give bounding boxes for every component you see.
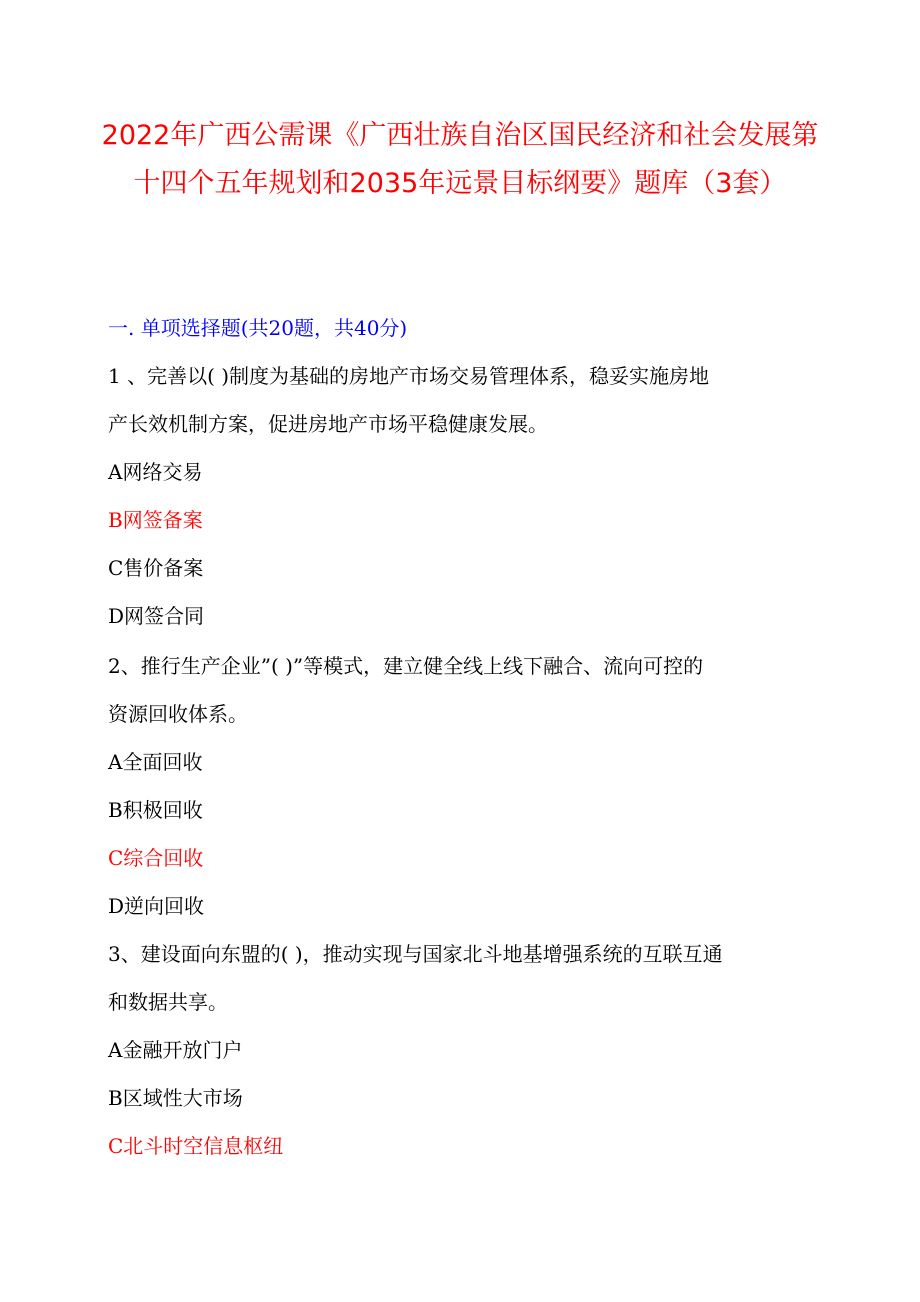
question-1-option-a: A网络交易 [108,460,203,484]
question-3-stem-line-2: 和数据共享。 [108,990,228,1014]
question-3-option-b: B区域性大市场 [108,1086,243,1110]
question-2-option-d: D逆向回收 [108,894,205,918]
question-2-option-c-correct: C综合回收 [108,846,204,870]
question-1-option-c: C售价备案 [108,556,204,580]
question-2-option-b: B积极回收 [108,798,203,822]
question-2-option-a: A全面回收 [108,750,203,774]
question-3-option-a: A金融开放门户 [108,1038,243,1062]
question-3-option-c-correct: C北斗时空信息枢纽 [108,1134,284,1158]
question-1-stem-line-2: 产长效机制方案，促进房地产市场平稳健康发展。 [108,412,548,436]
document-title: 2022年广西公需课《广西壮族自治区国民经济和社会发展第十四个五年规划和2035年远景目标纲要》题库（3套） [101,120,819,199]
question-1-option-d: D网签合同 [108,604,205,628]
question-2-stem-line-2: 资源回收体系。 [108,702,248,726]
question-1-option-b-correct: B网签备案 [108,508,203,532]
question-3-stem-line-1: 3、建设面向东盟的( )，推动实现与国家北斗地基增强系统的互联互通 [108,942,723,966]
question-2-stem-line-1: 2、推行生产企业”( )”等模式，建立健全线上线下融合、流向可控的 [108,654,704,678]
section-heading: 一. 单项选择题(共20题，共40分) [108,316,408,340]
question-1-stem-line-1: 1 、完善以( )制度为基础的房地产市场交易管理体系，稳妥实施房地 [108,364,710,388]
